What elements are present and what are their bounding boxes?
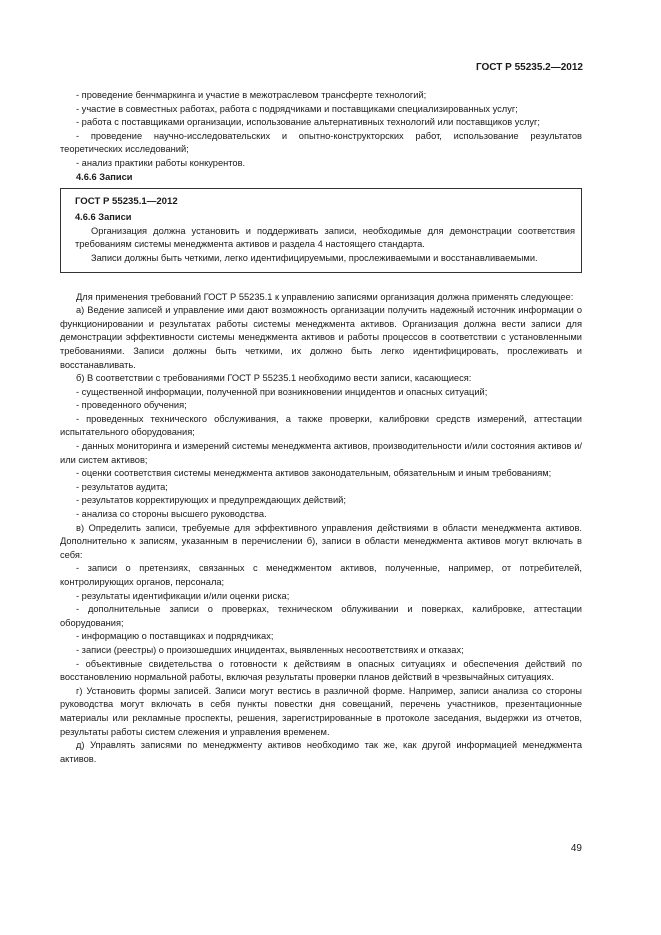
list-item: - результаты идентификации и/или оценки риска; [76, 590, 290, 601]
list-item: - анализа со стороны высшего руководства. [76, 509, 267, 520]
body-paragraph: Для применения требований ГОСТ Р 55235.1 к управлению записями организация должна применять следующее: [76, 291, 574, 302]
quote-box-paragraph: Организация должна установить и поддерживать записи, необходимые для демонстрации соответствия требованиям системы менеджмента активов и раздела 4 настоящего стандарта. [75, 225, 575, 250]
list-item: - дополнительные записи о проверках, техническом облуживании и поверках, калибровке, аттестации оборудования; [60, 604, 582, 628]
quote-box-title: ГОСТ Р 55235.1—2012 [75, 196, 178, 208]
list-item: - оценки соответствия системы менеджмента активов законодательным, обязательным и иным требованиям; [76, 468, 552, 479]
body-paragraph: а) Ведение записей и управление ими дают возможность организации получить надежный источник информации о функционировании и результатах работы системы менеджмента активов. Организация должна вести записи для демонстрации эффективности системы менеджмента активов и работы процессов в соответствии с установленными требованиями. Записи должны быть четкими, их должно быть легко идентифицировать, прослеживать и восстанавливать. [60, 305, 582, 370]
list-item: - объективные свидетельства о готовности к действиям в опасных ситуациях и обеспечения действий по восстановлению нормальной работы, включая результаты проверки планов действий в чрезвычайных ситуациях. [60, 658, 582, 683]
section-heading: 4.6.6 Записи [76, 171, 133, 182]
list-item: - записи (реестры) о произошедших инцидентах, выявленных несоответствиях и отказах; [76, 644, 464, 655]
list-item: - анализ практики работы конкурентов. [76, 157, 246, 168]
page-content [60, 89, 582, 766]
body-paragraph: д) Управлять записями по менеджменту активов необходимо так же, как другой информацией менеджмента активов. [60, 740, 582, 764]
list-item: - данных мониторинга и измерений системы менеджмента активов, производительности и/или состояния активов и/или систем активов; [60, 441, 582, 465]
list-item: - информацию о поставщиках и подрядчиках; [76, 631, 274, 642]
list-item: - участие в совместных работах, работа с подрядчиками и поставщиками специализированных услуг; [76, 103, 518, 114]
list-item: - результатов корректирующих и предупреждающих действий; [76, 495, 346, 506]
list-item: - работа с поставщиками организации, использование альтернативных технологий или поставщиков услуг; [76, 117, 541, 128]
list-item: - существенной информации, полученной при возникновении инцидентов и опасных ситуаций; [76, 386, 488, 397]
list-item: - проведенных технического обслуживания, а также проверки, калибровки средств измерений, аттестации испытательного оборудования; [60, 413, 582, 438]
list-item: - записи о претензиях, связанных с менеджментом активов, полученные, например, от потребителей, контролирующих органов, персонала; [60, 563, 582, 587]
body-paragraph: в) Определить записи, требуемые для эффективного управления действиями в области менеджмента активов. Дополнительно к записям, указанным в перечислении б), записи в области менеджмента активов могут включать в себя: [60, 522, 582, 560]
page-number: 49 [570, 843, 582, 854]
quote-box-paragraph: Записи должны быть четкими, легко идентифицируемыми, прослеживаемыми и восстанавливаемыми. [91, 252, 538, 263]
body-paragraph: б) В соответствии с требованиями ГОСТ Р 55235.1 необходимо вести записи, касающиеся: [76, 373, 472, 384]
document-id-header: ГОСТ Р 55235.2—2012 [475, 62, 583, 73]
list-item: - результатов аудита; [76, 481, 168, 492]
list-item: - проведенного обучения; [76, 400, 187, 411]
body-paragraph: г) Установить формы записей. Записи могут вестись в различной форме. Например, записи анализа со стороны руководства могут включать в себя пункты повестки дня совещаний, перечень участников, презентационные материалы или рекламные проспекты, решения, зарегистрированные в протоколе заседания, выдержки из отчетов, результаты работы систем слежения и управления временем. [60, 685, 582, 737]
quote-box [60, 188, 582, 272]
list-item: - проведение научно-исследовательских и опытно-конструкторских работ, использование результатов теоретических исследований; [60, 130, 582, 155]
list-item: - проведение бенчмаркинга и участие в межотраслевом трансферте технологий; [76, 90, 427, 100]
quote-box-heading: 4.6.6 Записи [75, 212, 132, 223]
spacer [60, 279, 582, 291]
